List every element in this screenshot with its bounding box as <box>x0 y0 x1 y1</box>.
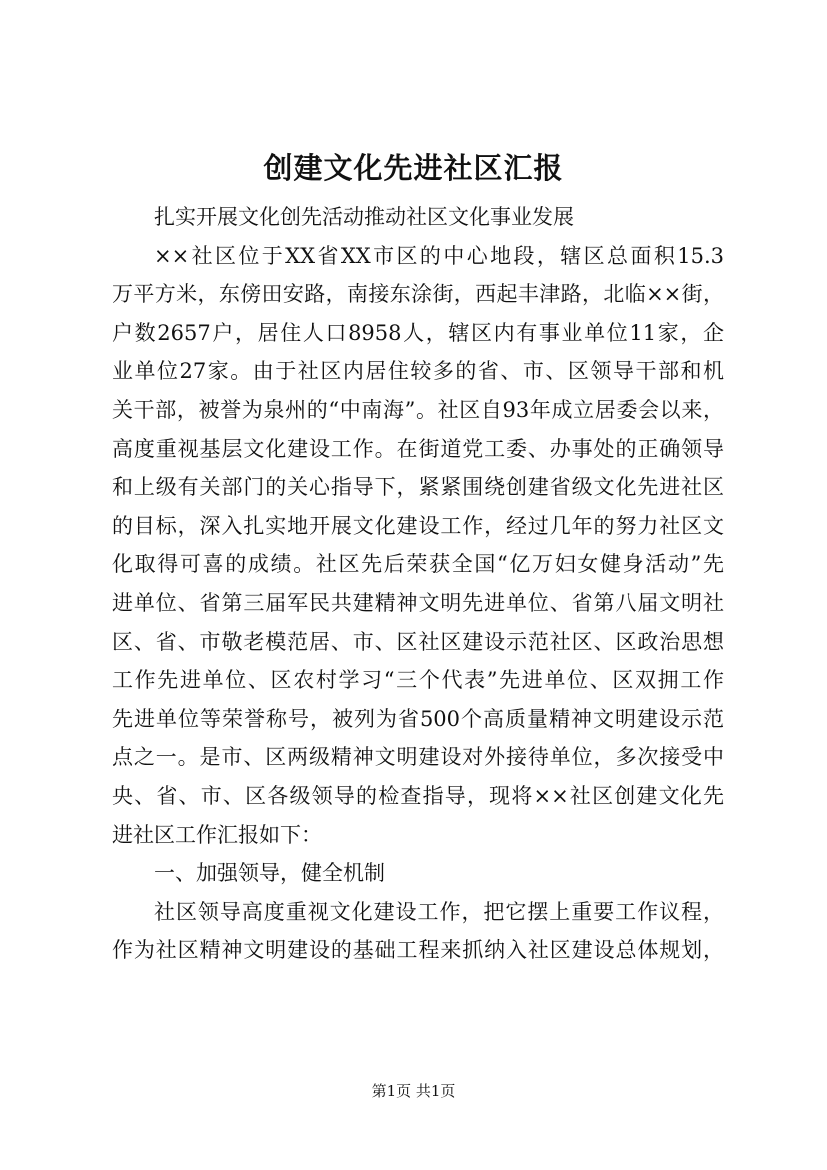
paragraph-line: 先进单位等荣誉称号，被列为省500个高质量精神文明建设示范 <box>112 706 724 731</box>
paragraph-line: 区、省、市敬老模范居、市、区社区建设示范社区、区政治思想 <box>112 629 724 654</box>
paragraph-line: 点之一。是市、区两级精神文明建设对外接待单位，多次接受中 <box>112 745 724 770</box>
subtitle-line: 扎实开展文化创先活动推动社区文化事业发展 <box>154 205 574 229</box>
section-heading: 一、加强领导，健全机制 <box>154 861 385 886</box>
paragraph-line: ××社区位于XX省XX市区的中心地段，辖区总面积15.3 <box>154 243 724 268</box>
paragraph-line: 业单位27家。由于社区内居住较多的省、市、区领导干部和机 <box>112 359 724 384</box>
paragraph-line: 关干部，被誉为泉州的“中南海”。社区自93年成立居委会以来， <box>112 397 724 422</box>
paragraph-line: 化取得可喜的成绩。社区先后荣获全国“亿万妇女健身活动”先 <box>112 552 724 577</box>
paragraph-line: 户数2657户，居住人口8958人，辖区内有事业单位11家，企 <box>112 320 724 345</box>
paragraph-line: 作为社区精神文明建设的基础工程来抓纳入社区建设总体规划， <box>112 938 724 963</box>
page-footer: 第1页 共1页 <box>371 1082 456 1100</box>
paragraph-line: 社区领导高度重视文化建设工作，把它摆上重要工作议程， <box>154 899 724 924</box>
paragraph-line: 央、省、市、区各级领导的检查指导，现将××社区创建文化先 <box>112 783 724 808</box>
paragraph-line: 和上级有关部门的关心指导下，紧紧围绕创建省级文化先进社区 <box>112 475 724 500</box>
document-title: 创建文化先进社区汇报 <box>263 151 564 185</box>
document-body <box>112 198 724 970</box>
paragraph-line: 工作先进单位、区农村学习“三个代表”先进单位、区双拥工作 <box>112 668 724 693</box>
paragraph-line: 的目标，深入扎实地开展文化建设工作，经过几年的努力社区文 <box>112 513 724 538</box>
paragraph-line: 进单位、省第三届军民共建精神文明先进单位、省第八届文明社 <box>112 590 724 615</box>
paragraph-line: 进社区工作汇报如下： <box>112 822 322 847</box>
paragraph-line: 高度重视基层文化建设工作。在街道党工委、办事处的正确领导 <box>112 436 724 461</box>
paragraph-line: 万平方米，东傍田安路，南接东涂街，西起丰津路，北临××街， <box>112 282 724 307</box>
